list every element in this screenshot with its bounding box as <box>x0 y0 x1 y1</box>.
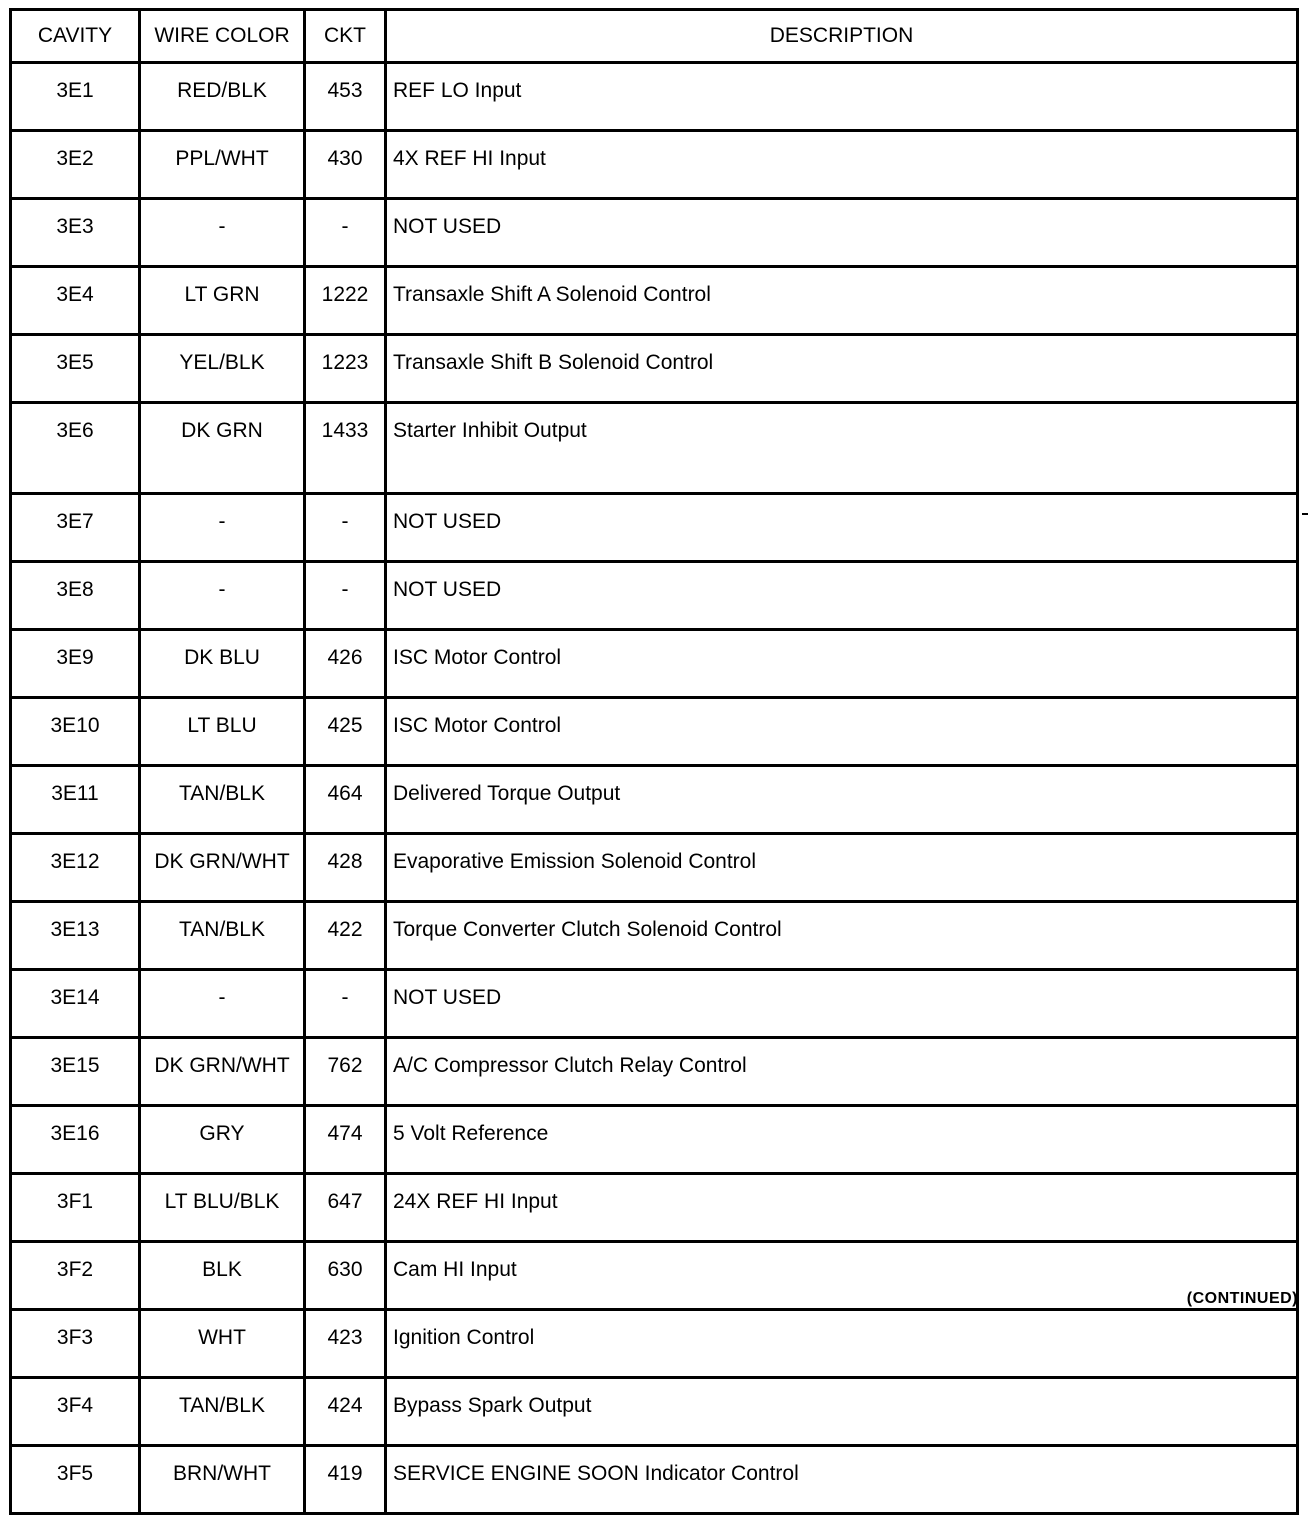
cell-cavity: 3E12 <box>11 834 140 902</box>
cell-description: NOT USED <box>386 199 1298 267</box>
cell-description: REF LO Input <box>386 63 1298 131</box>
cell-cavity: 3E9 <box>11 630 140 698</box>
cell-description: Transaxle Shift A Solenoid Control <box>386 267 1298 335</box>
cell-description: NOT USED <box>386 970 1298 1038</box>
cell-ckt: 424 <box>305 1378 386 1446</box>
header-ckt: CKT <box>305 10 386 63</box>
cell-wire-color: TAN/BLK <box>140 902 305 970</box>
cell-wire-color: - <box>140 970 305 1038</box>
cell-cavity: 3E1 <box>11 63 140 131</box>
cell-wire-color: BRN/WHT <box>140 1446 305 1514</box>
cell-wire-color: DK GRN/WHT <box>140 1038 305 1106</box>
cell-ckt: 453 <box>305 63 386 131</box>
cell-cavity: 3E6 <box>11 403 140 494</box>
cell-wire-color: PPL/WHT <box>140 131 305 199</box>
edge-tick-mark <box>1302 513 1308 515</box>
cell-ckt: - <box>305 970 386 1038</box>
cell-description: 24X REF HI Input <box>386 1174 1298 1242</box>
cell-cavity: 3E4 <box>11 267 140 335</box>
table-row <box>11 131 1298 199</box>
table-row <box>11 1174 1298 1242</box>
cell-wire-color: LT BLU <box>140 698 305 766</box>
cell-cavity: 3E7 <box>11 494 140 562</box>
cell-description: SERVICE ENGINE SOON Indicator Control <box>386 1446 1298 1514</box>
cell-ckt: 428 <box>305 834 386 902</box>
cell-wire-color: LT BLU/BLK <box>140 1174 305 1242</box>
cell-description: Transaxle Shift B Solenoid Control <box>386 335 1298 403</box>
header-description: DESCRIPTION <box>386 10 1298 63</box>
cell-description: Cam HI Input <box>386 1242 1298 1310</box>
table-row <box>11 1106 1298 1174</box>
cell-ckt: 1223 <box>305 335 386 403</box>
cell-ckt: 464 <box>305 766 386 834</box>
cell-ckt: 474 <box>305 1106 386 1174</box>
cell-ckt: 762 <box>305 1038 386 1106</box>
cell-description: ISC Motor Control <box>386 698 1298 766</box>
cell-description: Starter Inhibit Output <box>386 403 1298 494</box>
table-row <box>11 494 1298 562</box>
header-cavity: CAVITY <box>11 10 140 63</box>
cell-ckt: 1433 <box>305 403 386 494</box>
cell-description: 5 Volt Reference <box>386 1106 1298 1174</box>
cell-wire-color: RED/BLK <box>140 63 305 131</box>
table-row <box>11 834 1298 902</box>
cell-cavity: 3F3 <box>11 1310 140 1378</box>
table-row <box>11 1446 1298 1514</box>
cell-ckt: 1222 <box>305 267 386 335</box>
cell-cavity: 3E15 <box>11 1038 140 1106</box>
cell-cavity: 3F5 <box>11 1446 140 1514</box>
cell-cavity: 3E5 <box>11 335 140 403</box>
table-row <box>11 562 1298 630</box>
cell-cavity: 3E3 <box>11 199 140 267</box>
cell-wire-color: DK BLU <box>140 630 305 698</box>
cell-ckt: 422 <box>305 902 386 970</box>
cell-cavity: 3E16 <box>11 1106 140 1174</box>
table-row <box>11 403 1298 494</box>
cell-ckt: - <box>305 199 386 267</box>
cell-cavity: 3E2 <box>11 131 140 199</box>
cell-wire-color: - <box>140 494 305 562</box>
table-row <box>11 1242 1298 1310</box>
table-row <box>11 1038 1298 1106</box>
header-row <box>11 10 1298 63</box>
header-wire-color: WIRE COLOR <box>140 10 305 63</box>
table-row <box>11 267 1298 335</box>
cell-description: Evaporative Emission Solenoid Control <box>386 834 1298 902</box>
cell-ckt: 419 <box>305 1446 386 1514</box>
table-row <box>11 630 1298 698</box>
cell-ckt: - <box>305 562 386 630</box>
cell-cavity: 3F4 <box>11 1378 140 1446</box>
cell-cavity: 3F1 <box>11 1174 140 1242</box>
cell-description: A/C Compressor Clutch Relay Control <box>386 1038 1298 1106</box>
cell-wire-color: YEL/BLK <box>140 335 305 403</box>
cell-ckt: 423 <box>305 1310 386 1378</box>
cell-ckt: 430 <box>305 131 386 199</box>
cell-wire-color: - <box>140 562 305 630</box>
table-row <box>11 63 1298 131</box>
cell-wire-color: - <box>140 199 305 267</box>
cell-description: Torque Converter Clutch Solenoid Control <box>386 902 1298 970</box>
table-row <box>11 698 1298 766</box>
cell-wire-color: TAN/BLK <box>140 1378 305 1446</box>
cell-wire-color: TAN/BLK <box>140 766 305 834</box>
table-row <box>11 1310 1298 1378</box>
table-row <box>11 766 1298 834</box>
cell-cavity: 3E11 <box>11 766 140 834</box>
table-row <box>11 1378 1298 1446</box>
cell-description: 4X REF HI Input <box>386 131 1298 199</box>
cell-ckt: - <box>305 494 386 562</box>
cell-cavity: 3E10 <box>11 698 140 766</box>
cell-cavity: 3F2 <box>11 1242 140 1310</box>
cell-wire-color: DK GRN <box>140 403 305 494</box>
cell-wire-color: BLK <box>140 1242 305 1310</box>
cell-ckt: 425 <box>305 698 386 766</box>
table-row <box>11 902 1298 970</box>
table-row <box>11 970 1298 1038</box>
connector-pinout-table <box>9 8 1299 1515</box>
cell-wire-color: LT GRN <box>140 267 305 335</box>
cell-description: NOT USED <box>386 494 1298 562</box>
cell-wire-color: WHT <box>140 1310 305 1378</box>
table-row <box>11 199 1298 267</box>
cell-cavity: 3E8 <box>11 562 140 630</box>
cell-ckt: 630 <box>305 1242 386 1310</box>
cell-description: NOT USED <box>386 562 1298 630</box>
cell-wire-color: DK GRN/WHT <box>140 834 305 902</box>
cell-wire-color: GRY <box>140 1106 305 1174</box>
cell-description: ISC Motor Control <box>386 630 1298 698</box>
cell-description: Ignition Control <box>386 1310 1298 1378</box>
table-row <box>11 335 1298 403</box>
cell-ckt: 426 <box>305 630 386 698</box>
cell-description: Bypass Spark Output <box>386 1378 1298 1446</box>
cell-description: Delivered Torque Output <box>386 766 1298 834</box>
cell-ckt: 647 <box>305 1174 386 1242</box>
cell-cavity: 3E13 <box>11 902 140 970</box>
cell-cavity: 3E14 <box>11 970 140 1038</box>
continued-note: (CONTINUED) <box>1186 1290 1298 1307</box>
